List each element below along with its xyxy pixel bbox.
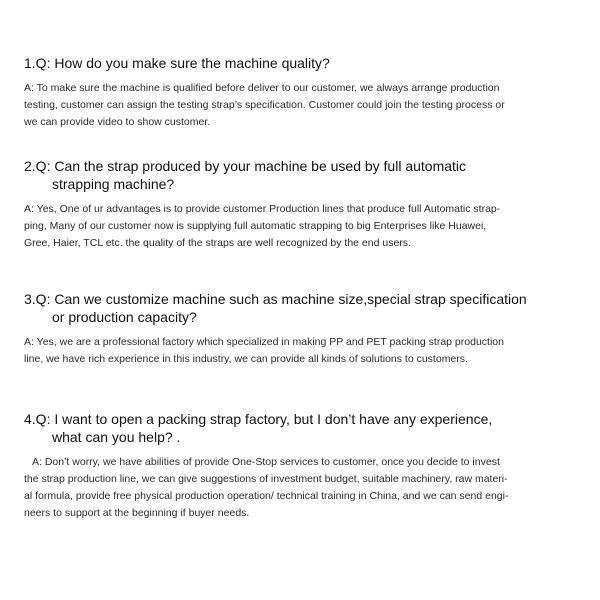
faq-question	[24, 290, 580, 326]
question-line: strapping machine?	[52, 176, 175, 192]
answer-line: ping, Many of our customer now is supplying full automatic strapping to big Enterprises like Huawei,	[24, 220, 487, 232]
faq-item	[24, 290, 580, 368]
faq-question	[24, 157, 580, 193]
faq-answer	[24, 80, 580, 131]
answer-line: A: Don’t worry, we have abilities of provide One-Stop services to customer, once you decide to invest	[32, 456, 500, 468]
question-line: 3.Q: Can we customize machine such as machine size,special strap specification	[24, 291, 527, 307]
faq-question	[24, 54, 580, 72]
answer-line: A: To make sure the machine is qualified before deliver to our customer, we always arrange production	[24, 82, 500, 94]
question-line: what can you help? .	[52, 429, 181, 445]
question-line: or production capacity?	[52, 309, 197, 325]
question-line: 1.Q: How do you make sure the machine quality?	[24, 55, 330, 71]
answer-line: the strap production line, we can give suggestions of investment budget, suitable machinery, raw materi-	[24, 473, 508, 485]
answer-line: we can provide video to show customer.	[24, 116, 211, 128]
question-line: 4.Q: I want to open a packing strap factory, but I don’t have any experience,	[24, 411, 493, 427]
faq-question	[24, 410, 580, 446]
faq-answer	[24, 201, 580, 252]
faq-item	[24, 410, 580, 522]
answer-line: line, we have rich experience in this industry, we can provide all kinds of solutions to customers.	[24, 353, 468, 365]
faq-answer	[24, 454, 580, 522]
answer-line: testing, customer can assign the testing strap’s specification. Customer could join the testing process or	[24, 99, 505, 111]
answer-line: al formula, provide free physical production operation/ technical training in China, and we can send engi-	[24, 490, 509, 502]
answer-line: neers to support at the beginning if buyer needs.	[24, 507, 250, 519]
answer-line: Gree, Haier, TCL etc. the quality of the straps are well recognized by the end users.	[24, 237, 411, 249]
answer-line: A: Yes, we are a professional factory which specialized in making PP and PET packing strap production	[24, 336, 504, 348]
answer-line: A: Yes, One of ur advantages is to provide customer Production lines that produce full Automatic strap-	[24, 203, 501, 215]
faq-answer	[24, 334, 580, 368]
faq-item	[24, 157, 580, 252]
faq-item	[24, 54, 580, 131]
question-line: 2.Q: Can the strap produced by your machine be used by full automatic	[24, 158, 467, 174]
